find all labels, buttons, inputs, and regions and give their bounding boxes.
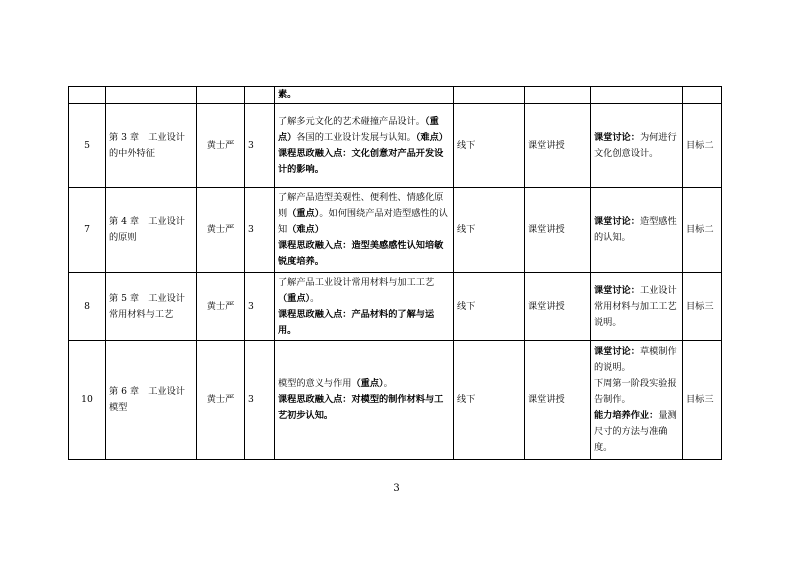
- week-cell: 10: [69, 341, 106, 460]
- content-cell: 了解产品工业设计常用材料与加工工艺（重点）。 课程思政融入点：产品材料的了解与运用。: [275, 273, 454, 341]
- week-cell: 5: [69, 104, 106, 188]
- chapter-cell: 第 6 章 工业设计模型: [106, 341, 197, 460]
- teacher-cell: 黄士严: [197, 104, 245, 188]
- discussion-cell: 课堂讨论：工业设计常用材料与加工工艺说明。: [591, 273, 683, 341]
- key-point: （重点）: [287, 208, 320, 219]
- difficult-point: （难点）: [415, 131, 448, 143]
- key-point: （重点）: [351, 378, 384, 389]
- ideology-label: 课程思政融入点：: [278, 308, 352, 320]
- ideology-text: 产品材料的了解与运用。: [278, 308, 435, 336]
- table-row: [69, 104, 722, 188]
- method-cell: 课堂讲授: [525, 273, 591, 341]
- goal-cell: 目标二: [683, 104, 722, 188]
- table-row: [69, 188, 722, 273]
- table-row: [69, 341, 722, 460]
- mode-cell: 线下: [454, 104, 525, 188]
- hours-cell: 3: [245, 273, 275, 341]
- method-cell: 课堂讲授: [525, 104, 591, 188]
- chapter-cell: 第 4 章 工业设计的原则: [106, 188, 197, 273]
- discussion-cell: 课堂讨论：造型感性的认知。: [591, 188, 683, 273]
- difficult-point: （难点）: [287, 224, 324, 235]
- hours-cell: 3: [245, 188, 275, 273]
- discussion-cell: 课堂讨论：为何进行文化创意设计。: [591, 104, 683, 188]
- ideology-text: 造型美感感性认知培敏锐度培养。: [278, 240, 444, 267]
- chapter-cell: 第 3 章 工业设计的中外特征: [106, 104, 197, 188]
- ideology-text: 对模型的制作材料与工艺初步认知。: [278, 394, 444, 421]
- mode-cell: 线下: [454, 188, 525, 273]
- teacher-cell: 黄士严: [197, 273, 245, 341]
- hours-cell: 3: [245, 104, 275, 188]
- content-cell: 了解产品造型美观性、便利性、情感化原则（重点）。如何围绕产品对造型感性的认知（难点） 课程思政融入点：造型美感感性认知培敏锐度培养。: [275, 188, 454, 273]
- teacher-cell: 黄士严: [197, 188, 245, 273]
- goal-cell: 目标二: [683, 188, 722, 273]
- page-number: 3: [393, 483, 400, 494]
- method-cell: 课堂讲授: [525, 341, 591, 460]
- syllabus-table: [68, 86, 722, 460]
- ideology-label: 课程思政融入点：: [278, 394, 352, 405]
- table-row-top: [69, 87, 722, 104]
- content-cell: 模型的意义与作用（重点）。 课程思政融入点：对模型的制作材料与工艺初步认知。: [275, 341, 454, 460]
- week-cell: 7: [69, 188, 106, 273]
- week-cell: 8: [69, 273, 106, 341]
- goal-cell: 目标三: [683, 341, 722, 460]
- discussion-cell: 课堂讨论：草模制作的说明。 下周第一阶段实验报告制作。 能力培养作业：量测尺寸的方法与准确度。: [591, 341, 683, 460]
- table-row: [69, 273, 722, 341]
- content-cell: 了解多元文化的艺术碰撞产品设计。（重点）各国的工业设计发展与认知。（难点） 课程思政融入点：文化创意对产品开发设计的影响。: [275, 104, 454, 188]
- ideology-text: 文化创意对产品开发设计的影响。: [278, 147, 444, 175]
- mode-cell: 线下: [454, 273, 525, 341]
- content-cell: 素。: [275, 87, 454, 104]
- method-cell: 课堂讲授: [525, 188, 591, 273]
- key-point: （重点）: [278, 292, 311, 304]
- ideology-label: 课程思政融入点：: [278, 240, 352, 251]
- ideology-label: 课程思政融入点：: [278, 147, 352, 159]
- teacher-cell: 黄士严: [197, 341, 245, 460]
- mode-cell: 线下: [454, 341, 525, 460]
- chapter-cell: 第 5 章 工业设计常用材料与工艺: [106, 273, 197, 341]
- goal-cell: 目标三: [683, 273, 722, 341]
- key-point: （重点）: [278, 115, 439, 143]
- hours-cell: 3: [245, 341, 275, 460]
